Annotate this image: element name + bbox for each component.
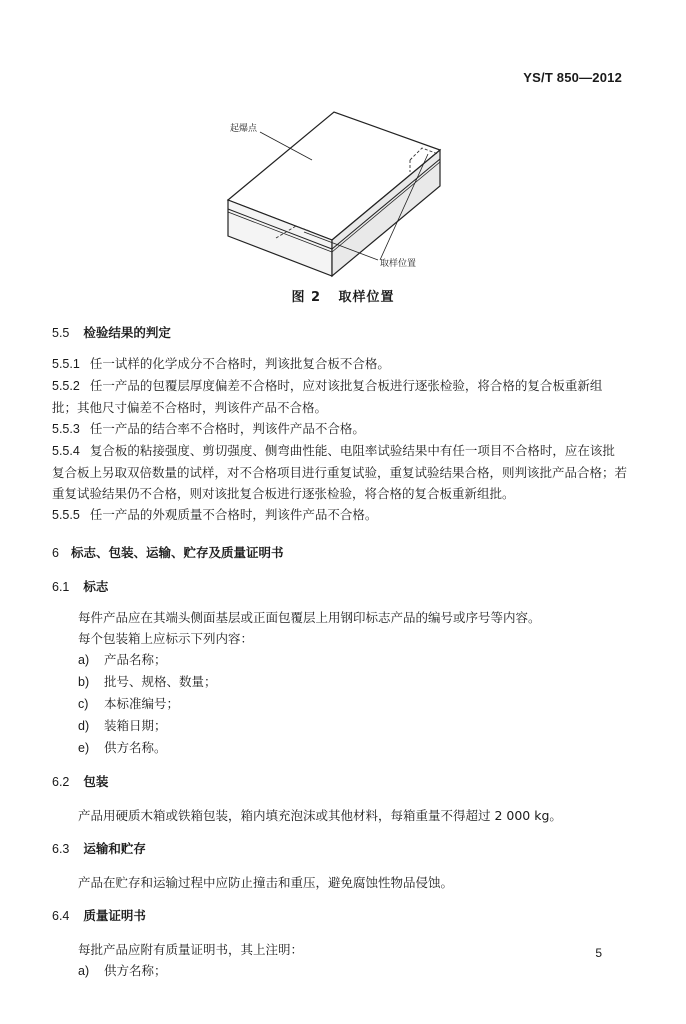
section-6-1-para2: 每个包装箱上应标示下列内容： xyxy=(78,631,254,646)
list-item: a) 产品名称； xyxy=(78,652,167,667)
figure-sampling-position xyxy=(200,108,460,284)
list-item: a) 供方名称； xyxy=(78,963,167,978)
page-number: 5 xyxy=(595,946,602,960)
section-6-3-para: 产品在贮存和运输过程中应防止撞击和重压，避免腐蚀性物品侵蚀。 xyxy=(78,875,454,890)
clause-5-5-4: 5.5.4 复合板的粘接强度、剪切强度、侧弯曲性能、电阻率试验结果中有任一项目不合格时，应在该批 xyxy=(52,443,615,458)
figure-title: 取样位置 xyxy=(338,290,395,305)
document-body xyxy=(52,322,630,982)
section-6-3-heading: 6.3 运输和贮存 xyxy=(52,841,146,856)
section-6-heading: 6 标志、包装、运输、贮存及质量证明书 xyxy=(52,545,284,560)
label-start-point: 起爆点 xyxy=(230,124,258,134)
clause-5-5-2-cont: 批；其他尺寸偏差不合格时，判该件产品不合格。 xyxy=(52,400,328,415)
section-5-5-heading: 5.5 检验结果的判定 xyxy=(52,325,171,340)
clause-5-5-4-cont: 复合板上另取双倍数量的试样，对不合格项目进行重复试验，重复试验结果合格，则判该批产品合格；若 xyxy=(52,465,628,480)
list-item: e) 供方名称。 xyxy=(78,740,167,755)
list-item: b) 批号、规格、数量； xyxy=(78,674,217,689)
clause-5-5-1: 5.5.1 任一试样的化学成分不合格时，判该批复合板不合格。 xyxy=(52,356,390,371)
list-item: c) 本标准编号； xyxy=(78,696,180,711)
section-6-2-para: 产品用硬质木箱或铁箱包装，箱内填充泡沫或其他材料，每箱重量不得超过 2 000 kg。 xyxy=(78,808,562,823)
label-sampling-position: 取样位置 xyxy=(380,259,417,269)
section-6-2-heading: 6.2 包装 xyxy=(52,774,109,789)
composite-plate-drawing xyxy=(200,108,460,284)
figure-number: 图 2 xyxy=(291,290,322,305)
clause-5-5-2: 5.5.2 任一产品的包覆层厚度偏差不合格时，应对该批复合板进行逐张检验，将合格的复合板重新组 xyxy=(52,378,603,393)
clause-5-5-5: 5.5.5 任一产品的外观质量不合格时，判该件产品不合格。 xyxy=(52,507,378,522)
clause-5-5-4-cont2: 重复试验结果仍不合格，则对该批复合板进行逐张检验，将合格的复合板重新组批。 xyxy=(52,486,515,501)
section-6-1-heading: 6.1 标志 xyxy=(52,579,109,594)
list-item: d) 装箱日期； xyxy=(78,718,167,733)
clause-5-5-3: 5.5.3 任一产品的结合率不合格时，判该件产品不合格。 xyxy=(52,421,365,436)
section-6-4-heading: 6.4 质量证明书 xyxy=(52,908,146,923)
figure-caption xyxy=(0,286,686,305)
section-6-4-para: 每批产品应附有质量证明书，其上注明： xyxy=(78,942,304,957)
section-6-1-para1: 每件产品应在其端头侧面基层或正面包覆层上用钢印标志产品的编号或序号等内容。 xyxy=(78,610,541,625)
standard-code: YS/T 850—2012 xyxy=(523,70,622,85)
